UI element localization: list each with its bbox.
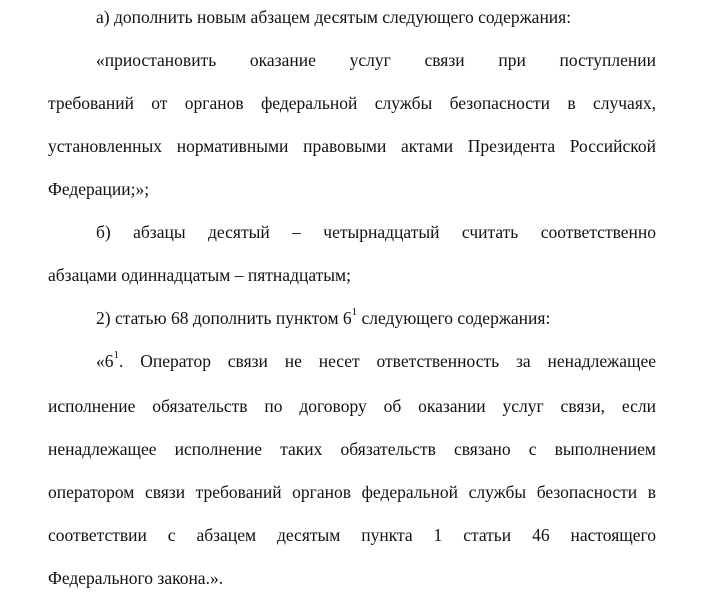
item-b-line-2: абзацами одиннадцатым – пятнадцатым; [48, 265, 351, 285]
item-a-line: а) дополнить новым абзацем десятым следующего содержания: [96, 7, 572, 27]
item-2-superscript: 1 [351, 306, 358, 319]
quote2-line-4: оператором связи требований органов федеральной службы безопасности в [48, 482, 656, 502]
quote1-line-2: требований от органов федеральной службы безопасности в случаях, [48, 93, 656, 113]
quote2-line-2: исполнение обязательств по договору об оказании услуг связи, если [48, 396, 656, 416]
item-2-line [96, 307, 656, 329]
quote2-superscript: 1 [113, 349, 119, 362]
quote2-line-6: Федерального закона.». [48, 568, 224, 588]
quote2-line-5: соответствии с абзацем десятым пункта 1 статьи 46 настоящего [48, 525, 656, 545]
item-2-suffix: следующего содержания: [357, 308, 551, 328]
item-2-prefix: 2) статью 68 дополнить пунктом 6 [96, 308, 352, 328]
item-b-line-1: б) абзацы десятый – четырнадцатый считать соответственно [96, 222, 656, 242]
quote2-suffix: . Оператор связи не несет ответственность за ненадлежащее [119, 351, 656, 371]
quote2-line-1 [96, 350, 656, 372]
quote2-prefix: «6 [96, 351, 114, 371]
quote1-line-1: «приостановить оказание услуг связи при поступлении [96, 50, 656, 70]
quote1-line-4: Федерации;»; [48, 179, 150, 199]
quote2-line-3: ненадлежащее исполнение таких обязательств связано с выполнением [48, 439, 656, 459]
quote1-line-3: установленных нормативными правовыми актами Президента Российской [48, 136, 656, 156]
